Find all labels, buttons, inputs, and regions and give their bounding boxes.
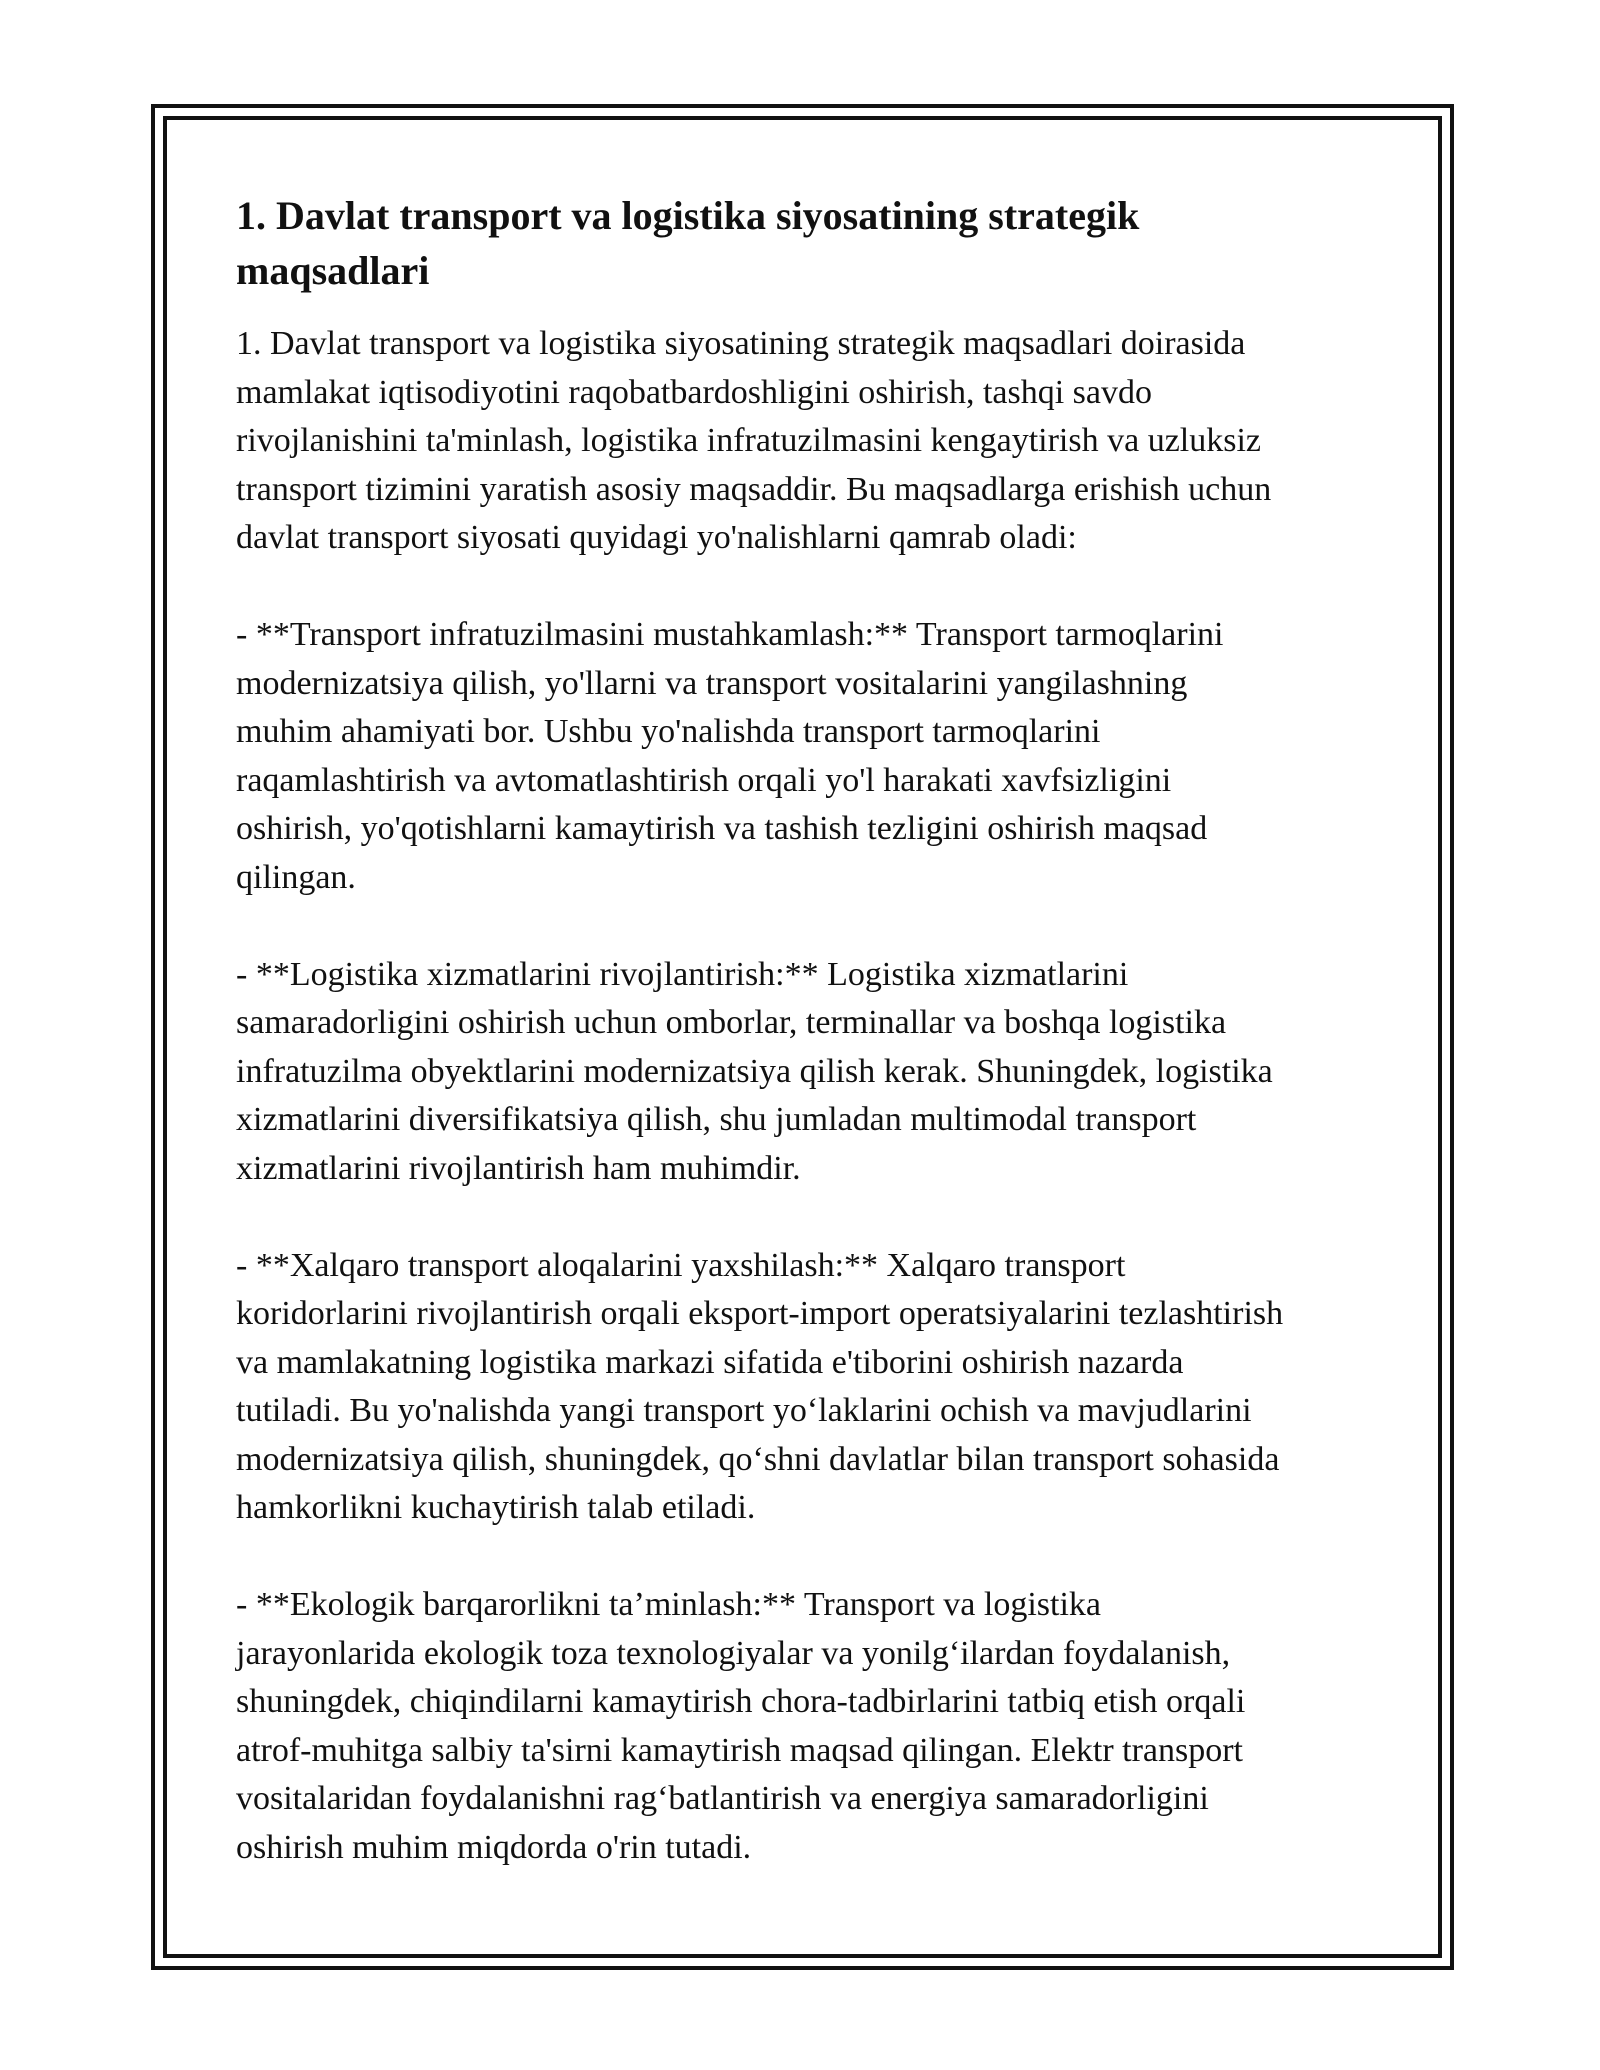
text-line: qilingan. (236, 858, 356, 896)
text-line: 1. Davlat transport va logistika siyosatining strategik maqsadlari doirasida (236, 325, 1246, 362)
text-line: modernizatsiya qilish, yo'llarni va transport vositalarini yangilashning (236, 664, 1188, 702)
text-line: va mamlakatning logistika markazi sifatida e'tiborini oshirish nazarda (236, 1343, 1184, 1381)
paragraph-intro (236, 320, 1376, 563)
text-line: samaradorligini oshirish uchun omborlar, terminallar va boshqa logistika (236, 1004, 1227, 1041)
text-line: modernizatsiya qilish, shuningdek, qo‘shni davlatlar bilan transport sohasida (236, 1440, 1280, 1478)
text-line: oshirish, yo'qotishlarni kamaytirish va tashish tezligini oshirish maqsad (236, 810, 1208, 847)
paragraph-infrastructure (236, 611, 1376, 902)
paragraph-logistics-services (236, 951, 1376, 1194)
text-line: xizmatlarini diversifikatsiya qilish, shu jumladan multimodal transport (236, 1101, 1197, 1138)
text-line: vositalaridan foydalanishni rag‘batlantirish va energiya samaradorligini (236, 1780, 1209, 1817)
text-line: - **Ekologik barqarorlikni ta’minlash:** Transport va logistika (236, 1586, 1102, 1623)
text-line: - **Logistika xizmatlarini rivojlantirish:** Logistika xizmatlarini (236, 955, 1129, 993)
text-line: infratuzilma obyektlarini modernizatsiya qilish kerak. Shuningdek, logistika (236, 1052, 1273, 1090)
text-line: hamkorlikni kuchaytirish talab etiladi. (236, 1489, 756, 1526)
text-line: davlat transport siyosati quyidagi yo'nalishlarni qamrab oladi: (236, 519, 1077, 556)
document-body (236, 188, 1376, 1921)
text-line: mamlakat iqtisodiyotini raqobatbardoshligini oshirish, tashqi savdo (236, 373, 1153, 411)
text-line: rivojlanishini ta'minlash, logistika infratuzilmasini kengaytirish va uzluksiz (236, 422, 1261, 459)
paragraph-ecological-sustainability (236, 1581, 1376, 1872)
text-line: oshirish muhim miqdorda o'rin tutadi. (236, 1828, 752, 1866)
text-line: atrof-muhitga salbiy ta'sirni kamaytirish maqsad qilingan. Elektr transport (236, 1731, 1244, 1769)
text-line: tutiladi. Bu yo'nalishda yangi transport yo‘laklarini ochish va mavjudlarini (236, 1392, 1252, 1429)
text-line: - **Transport infratuzilmasini mustahkamlash:** Transport tarmoqlarini (236, 616, 1224, 653)
text-line: koridorlarini rivojlantirish orqali eksport-import operatsiyalarini tezlashtirish (236, 1295, 1284, 1332)
text-line: shuningdek, chiqindilarni kamaytirish chora-tadbirlarini tatbiq etish orqali (236, 1683, 1246, 1720)
text-line: jarayonlarida ekologik toza texnologiyalar va yonilg‘ilardan foydalanish, (236, 1634, 1231, 1672)
text-line: - **Xalqaro transport aloqalarini yaxshilash:** Xalqaro transport (236, 1246, 1126, 1284)
document-title: 1. Davlat transport va logistika siyosatining strategik maqsadlari (236, 193, 1140, 293)
text-line: muhim ahamiyati bor. Ushbu yo'nalishda transport tarmoqlarini (236, 713, 1101, 750)
text-line: transport tizimini yaratish asosiy maqsaddir. Bu maqsadlarga erishish uchun (236, 470, 1272, 508)
paragraph-international-links (236, 1242, 1376, 1533)
text-line: raqamlashtirish va avtomatlashtirish orqali yo'l harakati xavfsizligini (236, 761, 1172, 799)
text-line: xizmatlarini rivojlantirish ham muhimdir. (236, 1149, 801, 1187)
